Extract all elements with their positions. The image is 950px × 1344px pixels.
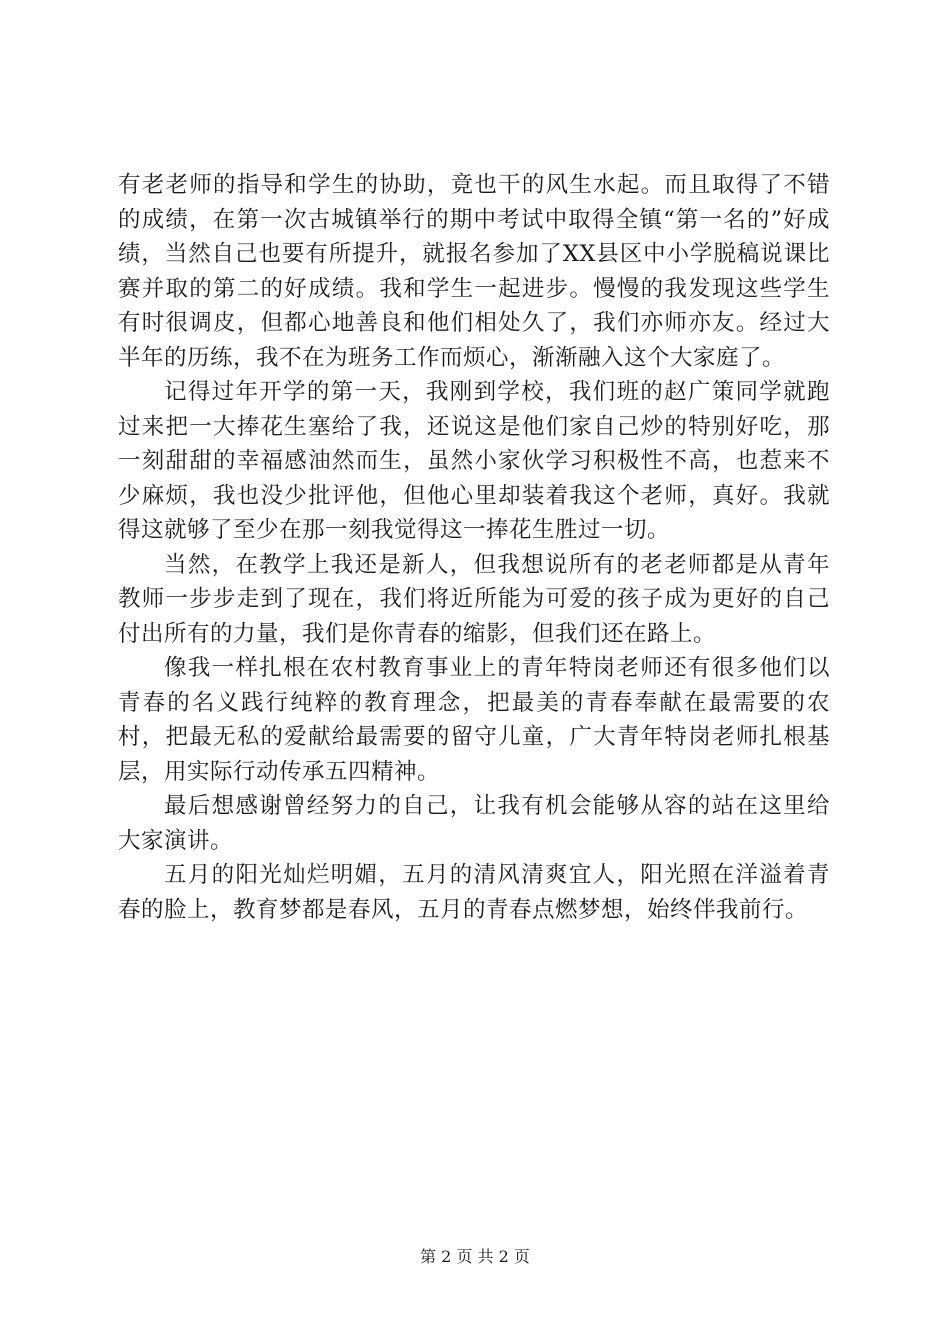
paragraph-continued: 有老老师的指导和学生的协助，竟也干的风生水起。而且取得了不错的成绩，在第一次古城镇举行的期中考试中取得全镇“第一名的”好成绩，当然自己也要有所提升，就报名参加了XX县区中小学脱稿说课比赛并取的第二的好成绩。我和学生一起进步。慢慢的我发现这些学生有时很调皮，但都心地善良和他们相处久了，我们亦师亦友。经过大半年的历练，我不在为班务工作而烦心，渐渐融入这个大家庭了。 (118, 172, 830, 371)
document-body (118, 168, 830, 927)
page-number-footer: 第 2 页 共 2 页 (420, 1247, 530, 1266)
paragraph-closing: 五月的阳光灿烂明媚，五月的清风清爽宜人，阳光照在洋溢着青春的脸上，教育梦都是春风，五月的青春点燃梦想，始终伴我前行。 (118, 862, 830, 923)
paragraph-new-teacher: 当然，在教学上我还是新人，但我想说所有的老老师都是从青年教师一步步走到了现在，我们将近所能为可爱的孩子成为更好的自己付出所有的力量，我们是你青春的缩影，但我们还在路上。 (118, 551, 830, 647)
paragraph-thanks: 最后想感谢曾经努力的自己，让我有机会能够从容的站在这里给大家演讲。 (118, 793, 830, 854)
paragraph-rural-teachers: 像我一样扎根在农村教育事业上的青年特岗老师还有很多他们以青春的名义践行纯粹的教育理念，把最美的青春奉献在最需要的农村，把最无私的爱献给最需要的留守儿童，广大青年特岗老师扎根基层，用实际行动传承五四精神。 (118, 655, 830, 785)
paragraph-peanuts: 记得过年开学的第一天，我刚到学校，我们班的赵广策同学就跑过来把一大捧花生塞给了我，还说这是他们家自己炒的特别好吃，那一刻甜甜的幸福感油然而生，虽然小家伙学习积极性不高，也惹来不少麻烦，我也没少批评他，但他心里却装着我这个老师，真好。我就得这就够了至少在那一刻我觉得这一捧花生胜过一切。 (118, 379, 830, 543)
